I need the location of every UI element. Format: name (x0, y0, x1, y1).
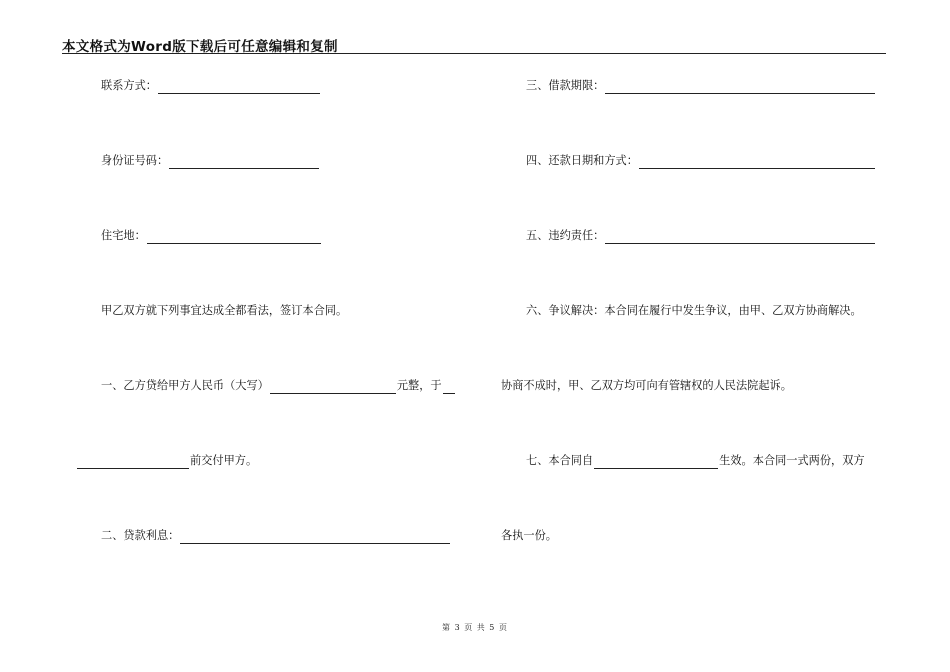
clause7-middle: 生效。本合同一式两份，双方 (719, 454, 865, 467)
clause3-line (526, 78, 876, 94)
loan-term-blank[interactable] (605, 82, 875, 94)
clause2-line (101, 528, 451, 544)
residence-label: 住宅地： (101, 229, 146, 242)
residence-blank[interactable] (147, 232, 321, 244)
clause1-end: 前交付甲方。 (190, 454, 258, 467)
page-header (62, 33, 886, 54)
contact-blank[interactable] (158, 82, 320, 94)
breach-blank[interactable] (605, 232, 875, 244)
id-number-line (101, 153, 320, 169)
clause7-line (526, 453, 865, 469)
clause5-line (526, 228, 876, 244)
interest-blank[interactable] (180, 532, 450, 544)
id-number-blank[interactable] (169, 157, 319, 169)
contact-label: 联系方式： (101, 79, 157, 92)
due-date-blank[interactable] (77, 457, 189, 469)
clause1-label: 一、乙方贷给甲方人民币（大写） (101, 379, 269, 392)
clause7-end: 各执一份。 (501, 529, 557, 542)
clause7-cont-line (501, 528, 557, 544)
clause6-text: 六、争议解决：本合同在履行中发生争议，由甲、乙双方协商解决。 (526, 304, 862, 317)
loan-amount-blank[interactable] (270, 382, 396, 394)
clause1-cont-line (76, 453, 257, 469)
clause3-label: 三、借款期限： (526, 79, 605, 92)
residence-line (101, 228, 322, 244)
clause7-label: 七、本合同自 (526, 454, 594, 467)
intro-text: 甲乙双方就下列事宜达成全都看法，签订本合同。 (101, 304, 348, 317)
contact-line (101, 78, 321, 94)
clause2-label: 二、贷款利息： (101, 529, 180, 542)
intro-line (101, 303, 347, 319)
clause5-label: 五、违约责任： (526, 229, 605, 242)
clause6-line (526, 303, 862, 319)
repayment-blank[interactable] (639, 157, 875, 169)
clause4-label: 四、还款日期和方式： (526, 154, 638, 167)
due-date-blank-start[interactable] (443, 382, 455, 394)
header-title: 本文格式为Word版下载后可任意编辑和复制 (62, 39, 338, 55)
id-number-label: 身份证号码： (101, 154, 169, 167)
clause1-middle: 元整，于 (396, 379, 442, 392)
clause6-cont-text: 协商不成时，甲、乙双方均可向有管辖权的人民法院起诉。 (501, 379, 792, 392)
clause4-line (526, 153, 876, 169)
clause6-cont-line (501, 378, 792, 394)
clause1-line (101, 378, 456, 394)
page-footer: 第 3 页 共 5 页 (442, 623, 508, 632)
effective-date-blank[interactable] (594, 457, 718, 469)
